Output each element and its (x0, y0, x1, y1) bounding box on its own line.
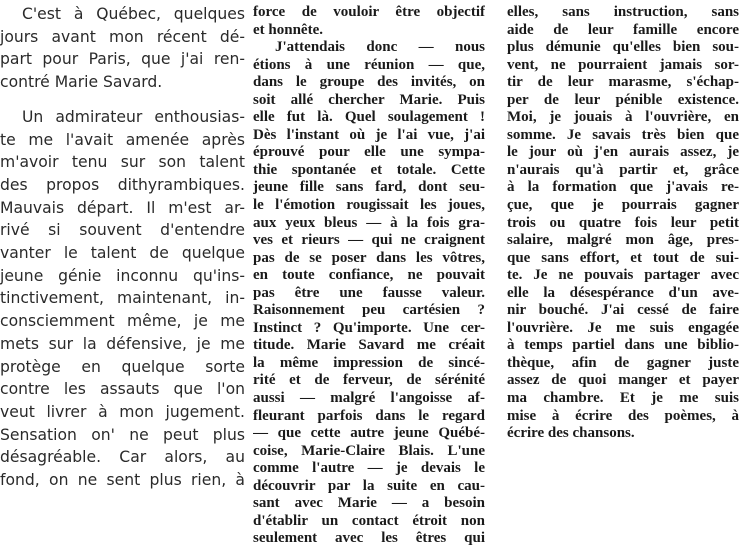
text-line: plus démunie qu'elles bien sou- (507, 39, 739, 56)
text-line: jeune fille sans fard, dont seu- (253, 179, 485, 196)
text-line: pas de se poser dans les vôtres, (253, 249, 485, 266)
column-3 (507, 0, 739, 443)
text-line: somme. Je savais très bien que (507, 126, 739, 143)
text-line: te me l'avait amenée après (0, 130, 245, 149)
column-2 (253, 0, 485, 548)
text-line: J'attendais donc — nous (275, 39, 485, 56)
text-line: thèque, afin de gagner juste (507, 354, 739, 371)
text-line: vanter le talent de quelque (0, 244, 245, 263)
text-line: que sans effort, et tout de sui- (507, 249, 739, 266)
text-line: à la formation que j'avais re- (507, 179, 739, 196)
text-line: Sensation on' ne peut plus (0, 425, 245, 444)
text-line: trois ou quatre fois leur petit (507, 214, 739, 231)
text-line: assez de quoi manger et payer (507, 372, 739, 389)
text-line: çue, que je pourrais gagner (507, 197, 739, 214)
text-line: rité et de ferveur, de sérénité (253, 372, 485, 389)
text-line: dans le groupe des invités, on (253, 74, 485, 91)
text-line: contré Marie Savard. (0, 73, 163, 92)
text-line: part pour Paris, que j'ai ren- (0, 50, 245, 69)
text-line: aide de leur famille encore (507, 21, 739, 38)
text-line: elle la désespérance d'un ave- (507, 284, 739, 301)
text-line: nir bouché. J'ai cessé de faire (507, 302, 739, 319)
text-line: le l'émotion rougissait les joues, (253, 197, 485, 214)
text-line: sant avec Marie — a besoin (253, 495, 485, 512)
text-line: en toute confiance, ne pouvait (253, 267, 485, 284)
text-line: écrire des chansons. (507, 425, 635, 442)
text-line: te. Je ne pouvais partager avec (507, 267, 739, 284)
text-line: pas être une fausse valeur. (253, 284, 485, 301)
paragraph-2 (0, 106, 245, 492)
text-line: Instinct ? Qu'importe. Une cer- (253, 319, 485, 336)
text-line: désagréable. Car alors, au (0, 448, 245, 467)
text-line: Raisonnement peu cartésien ? (253, 302, 485, 319)
text-line: tir de leur marasme, s'échap- (507, 74, 739, 91)
text-line: comme l'autre — je devais le (253, 460, 485, 477)
text-line: à temps partiel dans une biblio- (507, 337, 739, 354)
text-line: ves et rieurs — qui ne craignent (253, 232, 485, 249)
text-line: éprouvé pour elle une sympa- (253, 144, 485, 161)
text-line: elles, sans instruction, sans (507, 4, 739, 20)
text-line: jours avant mon récent dé- (0, 27, 245, 46)
text-line: ma chambre. Et je me suis (507, 390, 739, 407)
text-line: consciemment même, je me (0, 312, 245, 331)
text-line: la même impression de sincé- (253, 354, 485, 371)
text-line: le jour où j'en aurais assez, je (507, 144, 739, 161)
text-line: aux yeux bleus — à la fois gra- (253, 214, 485, 231)
text-line: fleurant parfois dans le regard (253, 407, 485, 424)
text-line: d'établir un contact étroit non (253, 512, 485, 529)
text-line: coise, Marie-Claire Blais. L'une (253, 442, 485, 459)
text-line: rivé si souvent d'entendre (0, 221, 245, 240)
text-line: elle fut là. Quel soulagement ! (253, 109, 485, 126)
paragraph-1 (0, 3, 245, 94)
text-line: fond, on ne sent plus rien, à (0, 471, 245, 490)
text-line: vent, ne pourraient jamais sor- (507, 56, 739, 73)
text-line: Dès l'instant où je l'ai vue, j'ai (253, 126, 485, 143)
text-line: étions à une réunion — que, (253, 56, 485, 73)
column-1 (0, 0, 245, 492)
text-line: — que cette autre jeune Québé- (253, 425, 485, 442)
text-line: seulement avec les êtres qui (253, 530, 485, 547)
text-line: découvrir par la suite en cau- (253, 477, 485, 494)
text-line: contre les assauts que l'on (0, 380, 245, 399)
text-line: n'aurais qu'à partir et, grâce (507, 161, 739, 178)
text-line: Un admirateur enthousias- (22, 107, 245, 126)
text-line: C'est à Québec, quelques (22, 5, 245, 23)
text-line: l'ouvrière. Je me suis engagée (507, 319, 739, 336)
text-line: force de vouloir être objectif (253, 4, 485, 20)
text-line: Mauvais départ. Il m'est ar- (0, 198, 245, 217)
text-line: m'avoir tenu sur son talent (0, 153, 245, 172)
text-line: titude. Marie Savard me créait (253, 337, 485, 354)
text-line: soit allé chercher Marie. Puis (253, 91, 485, 108)
text-line: aussi — malgré l'angoisse af- (253, 390, 485, 407)
text-line: mise à écrire des poèmes, à (507, 407, 739, 424)
text-line: protège en quelque sorte (0, 357, 245, 376)
text-line: salaire, malgré mon âge, pres- (507, 232, 739, 249)
text-line: Moi, je jouais à l'ouvrière, en (507, 109, 739, 126)
text-line: et honnête. (253, 21, 323, 38)
text-line: mets sur la défensive, je me (0, 334, 245, 353)
text-line: per de leur pénible existence. (507, 91, 739, 108)
text-line: des propos dithyrambiques. (0, 175, 245, 194)
text-line: tinctivement, maintenant, in- (0, 289, 245, 308)
text-line: thie spontanée et totale. Cette (253, 161, 485, 178)
text-line: veut livrer à mon jugement. (0, 402, 245, 421)
text-line: jeune génie inconnu qu'ins- (0, 266, 245, 285)
